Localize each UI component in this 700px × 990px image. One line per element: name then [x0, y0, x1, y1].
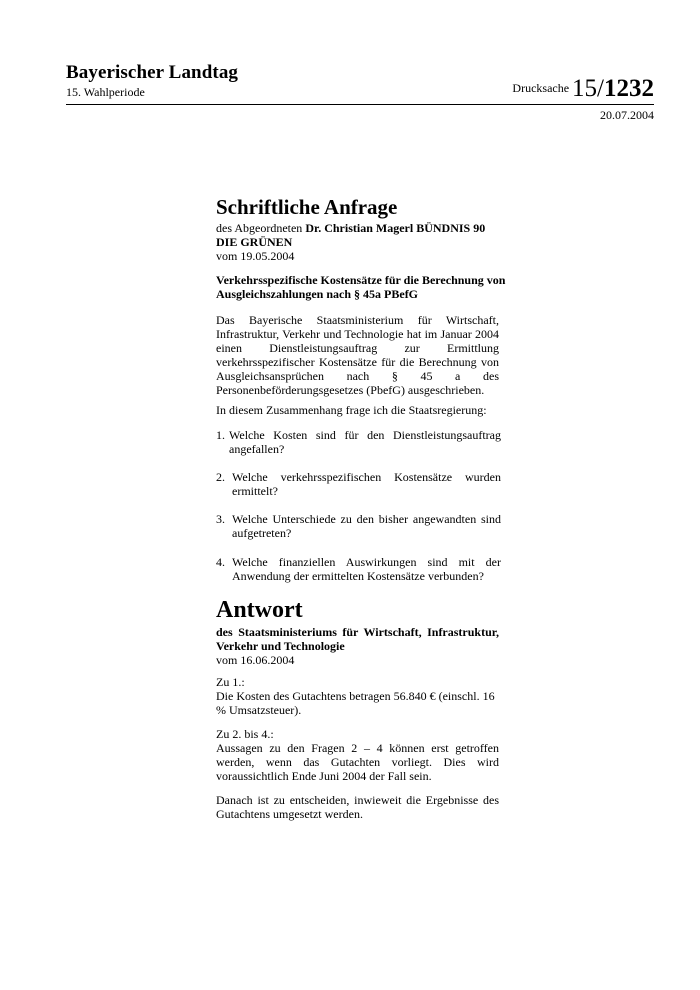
anfrage-author-prefix: des Abgeordneten [216, 221, 306, 235]
anfrage-author [216, 221, 499, 249]
question-text: Welche finanziellen Auswirkungen sind mit der Anwendung der ermittelten Kostensätze verbunden? [232, 554, 501, 583]
answer-1-text: Die Kosten des Gutachtens betragen 56.840 € (einschl. 16 % Umsatzsteuer). [216, 689, 495, 718]
question-number: 2. [216, 470, 225, 485]
document-label: Drucksache [512, 81, 570, 95]
question-item [216, 512, 501, 540]
document-number-value: 1232 [604, 75, 654, 102]
question-number: 1. [216, 428, 225, 442]
anfrage-title: Schriftliche Anfrage [216, 195, 398, 219]
question-item [216, 428, 501, 456]
anfrage-title-block [216, 196, 499, 263]
anfrage-lead: In diesem Zusammenhang frage ich die Staatsregierung: [216, 403, 487, 417]
anfrage-intro: Das Bayerische Staatsministerium für Wirtschaft, Infrastruktur, Verkehr und Technologie hat im Januar 2004 einen Dienstleistungsauftrag zur Ermittlung verkehrsspezifischer Kostensätze für die Berechnung von Ausgleichsansprüchen nach § 45 a des Personenbeförderungsgesetzes (PbefG) ausgeschrieben. [216, 313, 499, 398]
question-item [216, 555, 501, 583]
document-number [512, 75, 654, 103]
antwort-date: vom 16.06.2004 [216, 653, 295, 668]
answer-2 [216, 727, 499, 783]
document-number-prefix: 15/ [572, 75, 604, 102]
anfrage-subject: Verkehrsspezifische Kostensätze für die Berechnung von Ausgleichszahlungen nach § 45a PBefG [216, 273, 506, 302]
document-date: 20.07.2004 [600, 108, 654, 122]
question-number: 3. [216, 512, 225, 527]
institution-name: Bayerischer Landtag [66, 62, 239, 83]
legislative-period: 15. Wahlperiode [66, 85, 145, 99]
question-item [216, 470, 501, 498]
anfrage-date: vom 19.05.2004 [216, 249, 295, 264]
antwort-author: des Staatsministeriums für Wirtschaft, Infrastruktur, Verkehr und Technologie [216, 625, 499, 654]
answer-2-text: Aussagen zu den Fragen 2 – 4 können erst getroffen werden, wenn das Gutachten vorliegt. Dies wird voraussichtlich Ende Juni 2004 der Fall sein. [216, 741, 499, 784]
question-text: Welche Unterschiede zu den bisher angewandten sind aufgetreten? [232, 512, 501, 541]
question-number: 4. [216, 554, 225, 569]
antwort-title-block [216, 598, 499, 667]
answer-1 [216, 675, 499, 717]
answer-2-heading: Zu 2. bis 4.: [216, 727, 274, 741]
question-text: Welche Kosten sind für den Dienstleistungsauftrag angefallen? [229, 428, 501, 457]
antwort-title: Antwort [216, 597, 303, 623]
question-list [216, 428, 501, 583]
answer-1-heading: Zu 1.: [216, 675, 245, 689]
answer-closing: Danach ist zu entscheiden, inwieweit die Ergebnisse des Gutachtens umgesetzt werden. [216, 793, 499, 822]
anfrage-author-name: Dr. Christian Magerl BÜNDNIS 90 DIE GRÜNEN [216, 221, 486, 250]
header-divider [66, 104, 654, 105]
question-text: Welche verkehrsspezifischen Kostensätze wurden ermittelt? [232, 470, 501, 499]
